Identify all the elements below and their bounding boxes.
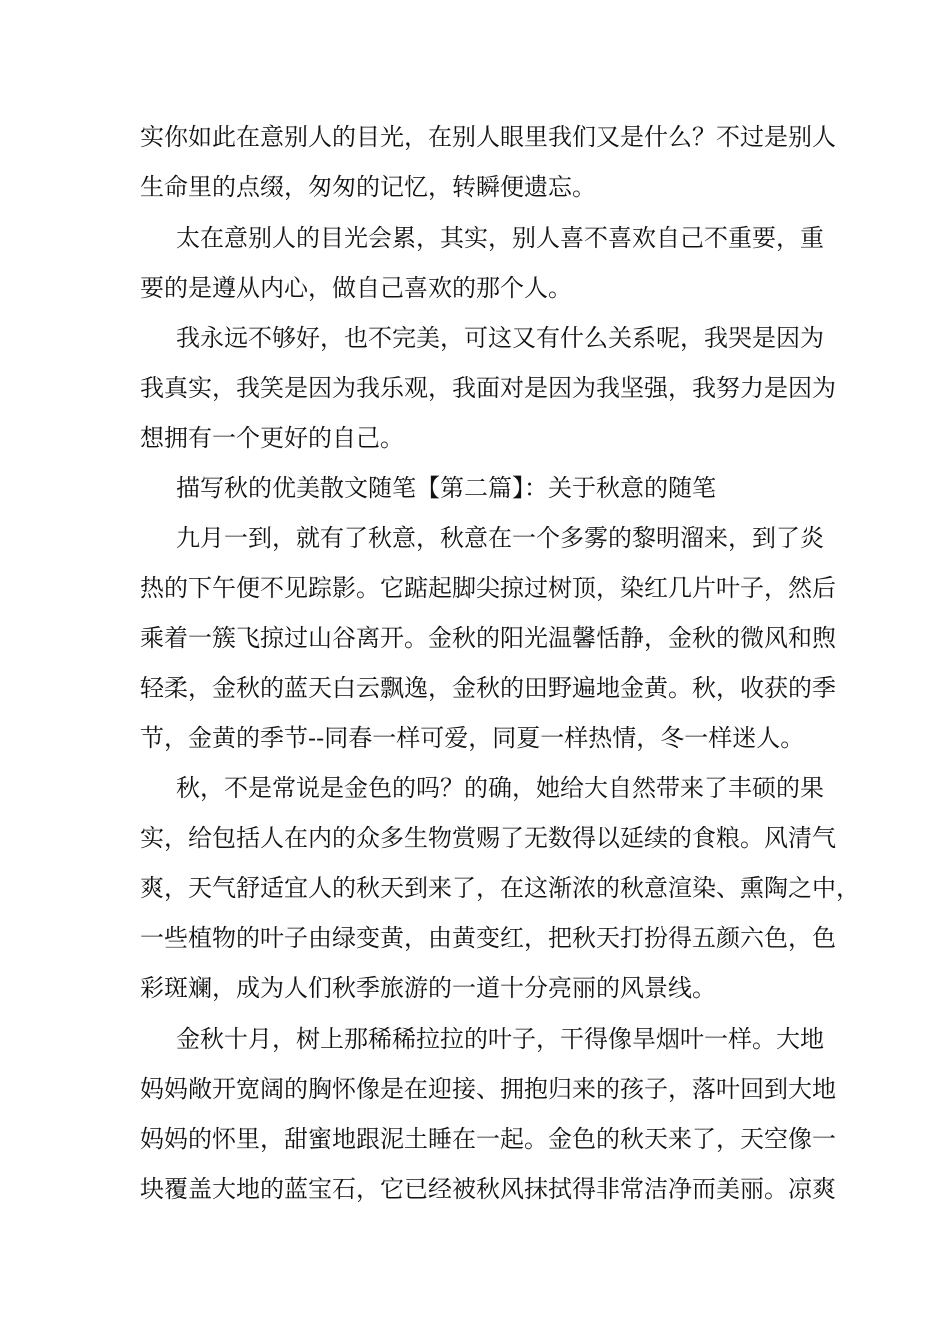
paragraph-line: 节，金黄的季节--同春一样可爱，同夏一样热情，冬一样迷人。 xyxy=(140,724,805,752)
paragraph-line: 彩斑斓，成为人们秋季旅游的一道十分亮丽的风景线。 xyxy=(140,974,716,1002)
paragraph-line: 生命里的点缀，匆匆的记忆，转瞬便遗忘。 xyxy=(140,173,596,201)
paragraph-line: 轻柔，金秋的蓝天白云飘逸，金秋的田野遍地金黄。秋，收获的季 xyxy=(140,674,836,702)
paragraph-line: 爽，天气舒适宜人的秋天到来了，在这渐浓的秋意渲染、熏陶之中， xyxy=(140,874,860,902)
paragraph-line: 妈妈敞开宽阔的胸怀像是在迎接、拥抱归来的孩子，落叶回到大地 xyxy=(140,1075,836,1103)
paragraph-line: 乘着一簇飞掠过山谷离开。金秋的阳光温馨恬静，金秋的微风和煦 xyxy=(140,624,836,652)
paragraph-line: 实，给包括人在内的众多生物赏赐了无数得以延续的食粮。风清气 xyxy=(140,824,836,852)
paragraph-line: 秋，不是常说是金色的吗？的确，她给大自然带来了丰硕的果 xyxy=(176,774,824,802)
paragraph-line: 热的下午便不见踪影。它踮起脚尖掠过树顶，染红几片叶子，然后 xyxy=(140,574,836,602)
paragraph-line: 实你如此在意别人的目光，在别人眼里我们又是什么？不过是别人 xyxy=(140,123,836,151)
paragraph-line: 块覆盖大地的蓝宝石，它已经被秋风抹拭得非常洁净而美丽。凉爽 xyxy=(140,1175,836,1203)
paragraph-line: 太在意别人的目光会累，其实，别人喜不喜欢自己不重要，重 xyxy=(176,224,824,252)
paragraph-line: 我真实，我笑是因为我乐观，我面对是因为我坚强，我努力是因为 xyxy=(140,374,836,402)
paragraph-line: 想拥有一个更好的自己。 xyxy=(140,424,404,452)
paragraph-line: 我永远不够好，也不完美，可这又有什么关系呢，我哭是因为 xyxy=(176,324,824,352)
paragraph-line: 妈妈的怀里，甜蜜地跟泥土睡在一起。金色的秋天来了，天空像一 xyxy=(140,1125,836,1153)
paragraph-line: 金秋十月，树上那稀稀拉拉的叶子，干得像旱烟叶一样。大地 xyxy=(176,1025,824,1053)
paragraph-line: 要的是遵从内心，做自己喜欢的那个人。 xyxy=(140,274,572,302)
section-heading: 描写秋的优美散文随笔【第二篇】：关于秋意的随笔 xyxy=(176,474,716,502)
paragraph-line: 九月一到，就有了秋意，秋意在一个多雾的黎明溜来，到了炎 xyxy=(176,524,824,552)
paragraph-line: 一些植物的叶子由绿变黄，由黄变红，把秋天打扮得五颜六色，色 xyxy=(140,924,836,952)
